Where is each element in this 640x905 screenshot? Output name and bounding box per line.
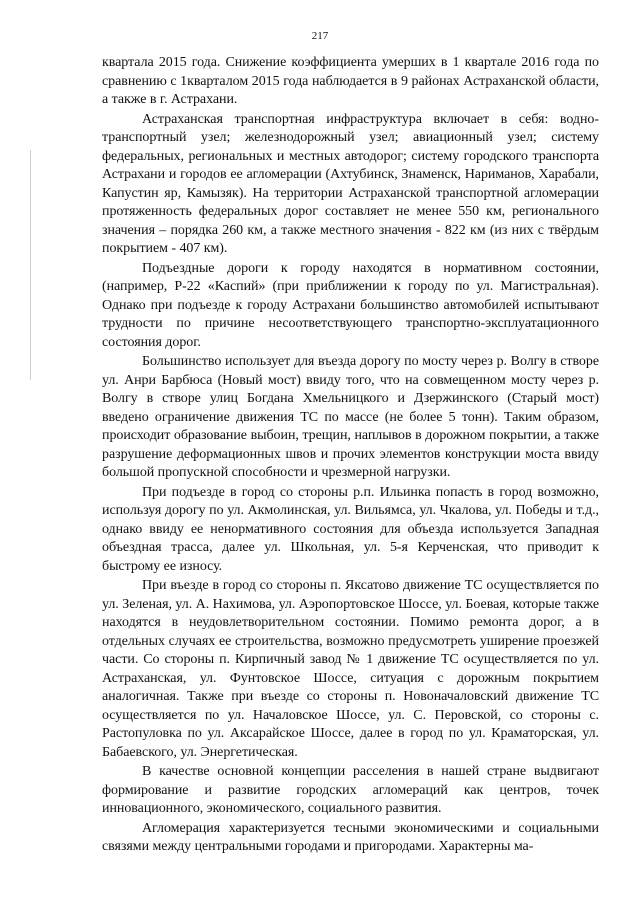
page-number: 217 [311, 30, 329, 42]
paragraph-8: Агломерация характеризуется тесными экономическими и социальными связями между центральными городами и пригородами. Характерны ма- [102, 820, 599, 854]
paragraph-2: Астраханская транспортная инфраструктура включает в себя: водно-транспортный узел; железнодорожный узел; авиационный узел; систему федеральных, региональных и местных автодорог; систему городского транспорта Астрахани и городов ее агломерации (Ахтубинск, Знаменск, Нариманов, Харабали, Капустин яр, Камызяк). На территории Астраханской транспортной агломерации протяженность федеральных дорог составляет не менее 550 км, регионального значения – порядка 260 км, а также местного значения - 822 км (из них с твёрдым покрытием - 407 км). [102, 111, 599, 256]
document-body [102, 54, 599, 858]
paragraph-7: В качестве основной концепции расселения в нашей стране выдвигают формирование и развитие городских агломераций как центров, точек инновационного, экономического, социального развития. [102, 764, 599, 816]
paragraph-4: Большинство использует для въезда дорогу по мосту через р. Волгу в створе ул. Анри Барбюса (Новый мост) ввиду того, что на совмещенном мосту через р. Волгу в створе улиц Богдана Хмельницкого и Дзержинского (Старый мост) введено ограничение движения ТС по массе (не более 5 тонн). Таким образом, происходит образование выбоин, трещин, наплывов в дорожном покрытии, а также разрушение деформационных швов и прочих элементов конструкции моста ввиду большой пропускной способности и чрезмерной нагрузки. [102, 354, 599, 480]
paragraph-3: Подъездные дороги к городу находятся в нормативном состоянии, (например, Р-22 «Каспий» (при приближении к городу по ул. Магистральная). Однако при подъезде к городу Астрахани большинство автомобилей испытывают трудности по причине несоответствующего транспортно-эксплуатационного состояния дорог. [102, 260, 599, 350]
scan-margin-line [30, 150, 31, 380]
paragraph-1: квартала 2015 года. Снижение коэффициента умерших в 1 квартале 2016 года по сравнению с 1кварталом 2015 года наблюдается в 9 районах Астраханской области, а также в г. Астрахани. [102, 55, 599, 107]
paragraph-6: При въезде в город со стороны п. Яксатово движение ТС осуществляется по ул. Зеленая, ул. А. Нахимова, ул. Аэропортовское Шоссе, ул. Боевая, которые также находятся в неудовлетворительном состоянии. Помимо ремонта дорог, а в отдельных случаях ее строительства, возможно предусмотреть уширение проезжей части. Со стороны п. Кирпичный завод № 1 движение ТС осуществляется по ул. Астраханская, ул. Фунтовское Шоссе, ситуация с дорожным покрытием аналогичная. Также при въезде со стороны п. Новоначаловский движение ТС осуществляется по ул. Началовское Шоссе, ул. С. Перовской, со стороны с. Растопуловка по ул. Аксарайское Шоссе, далее в город по ул. Краматорская, ул. Бабаевского, ул. Энергетическая. [102, 578, 599, 760]
paragraph-5: При подъезде в город со стороны р.п. Ильинка попасть в город возможно, используя дорогу по ул. Акмолинская, ул. Вильямса, ул. Чкалова, ул. Победы и т.д., однако ввиду ее ненормативного состояния для объезда используется Западная объездная трасса, далее ул. Школьная, ул. 5-я Керченская, что приводит к быстрому ее износу. [102, 484, 599, 574]
